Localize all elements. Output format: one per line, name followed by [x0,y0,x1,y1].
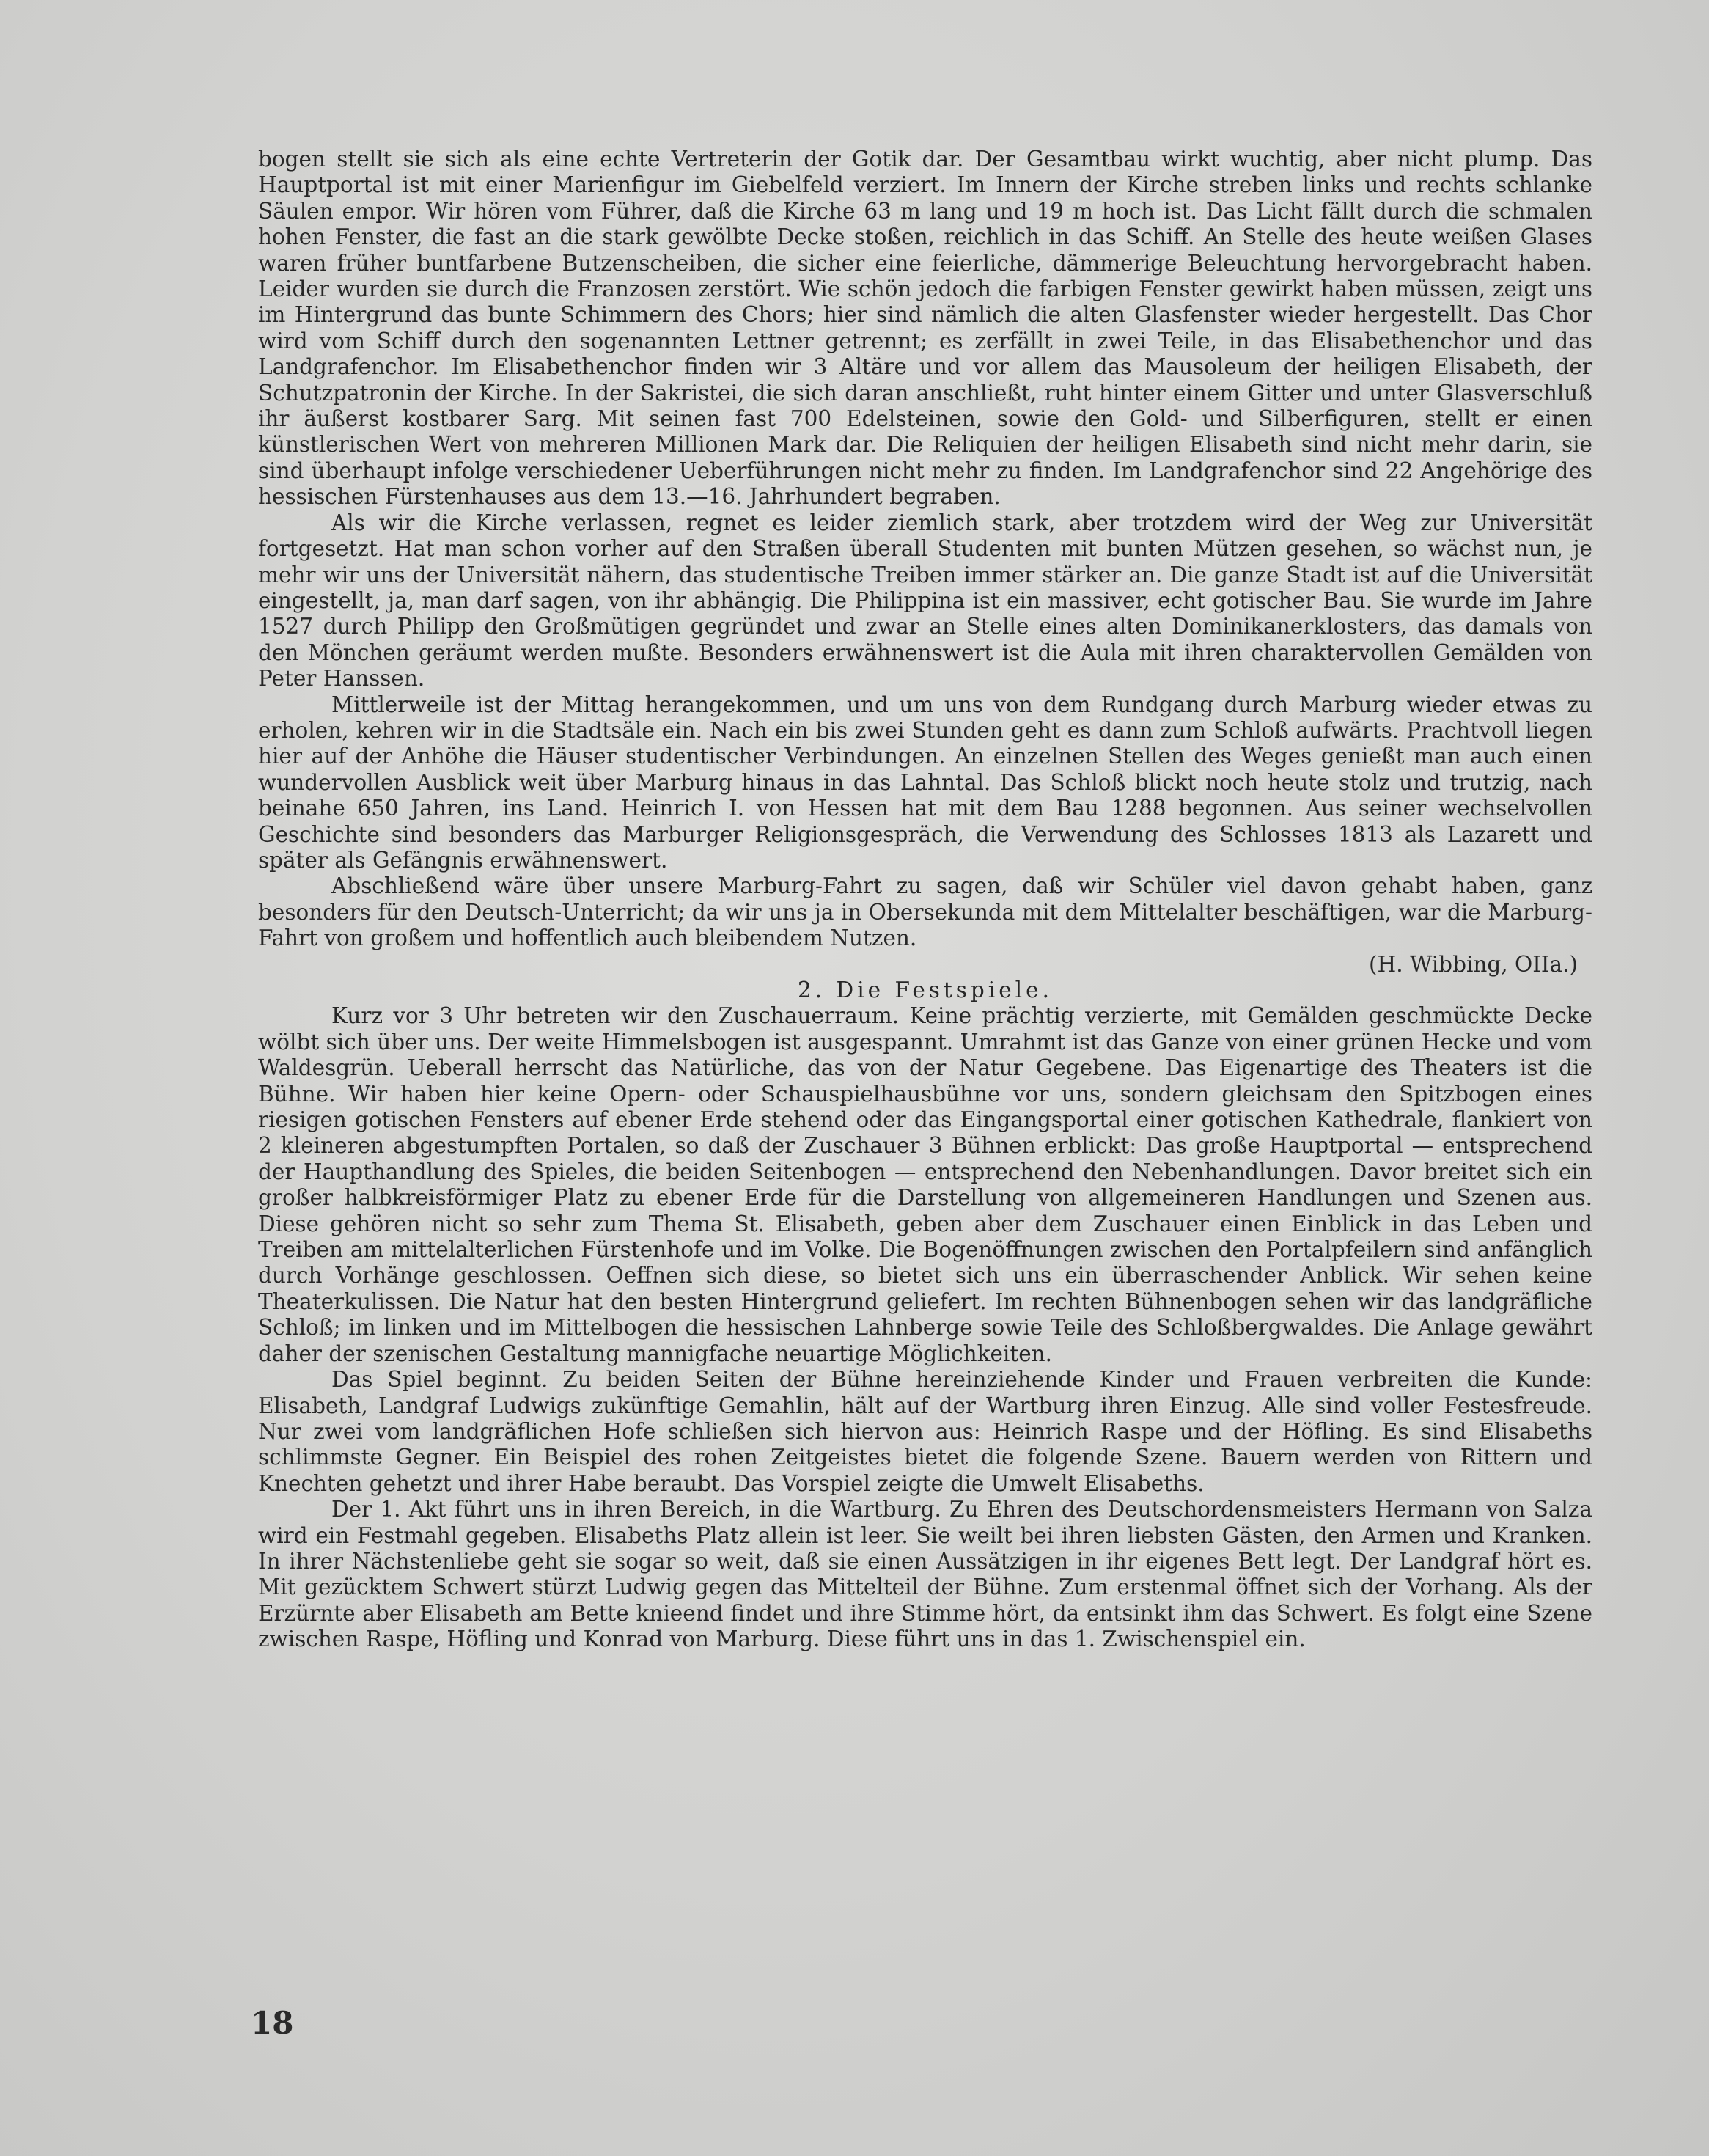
section-heading: 2. Die Festspiele. [798,978,1053,1002]
paragraph: Kurz vor 3 Uhr betreten wir den Zuschauerraum. Keine prächtig verzierte, mit Gemälden geschmückte Decke wölbt sich über uns. Der weite Himmelsbogen ist ausgespannt. Umrahmt ist das Ganze von einer grünen Hecke und vom Waldesgrün. Ueberall herrscht das Natürliche, das von der Natur Gegebene. Das Eigenartige des Theaters ist die Bühne. Wir haben hier keine Opern- oder Schauspielhausbühne vor uns, sondern gleichsam den Spitzbogen eines riesigen gotischen Fensters auf ebener Erde stehend oder das Eingangsportal einer gotischen Kathedrale, flankiert von 2 kleineren abgestumpften Portalen, so daß der Zuschauer 3 Bühnen erblickt: Das große Hauptportal — entsprechend der Haupthandlung des Spieles, die beiden Seitenbogen — entsprechend den Nebenhandlungen. Davor breitet sich ein großer halbkreisförmiger Platz zu ebener Erde für die Darstellung von allgemeineren Handlungen und Szenen aus. Diese gehören nicht so sehr zum Thema St. Elisabeth, geben aber dem Zuschauer einen Einblick in das Leben und Treiben am mittelalterlichen Fürstenhofe und im Volke. Die Bogenöffnungen zwischen den Portalpfeilern sind anfänglich durch Vorhänge geschlossen. Oeffnen sich diese, so bietet sich uns ein überraschender Anblick. Wir sehen keine Theaterkulissen. Die Natur hat den besten Hintergrund geliefert. Im rechten Bühnenbogen sehen wir das landgräfliche Schloß; im linken und im Mittelbogen die hessischen Lahnberge sowie Teile des Schloßbergwaldes. Die Anlage gewährt daher der szenischen Gestaltung mannigfache neuartige Möglichkeiten. [258,1003,1592,1366]
article-body [258,147,1592,1653]
paragraph: Abschließend wäre über unsere Marburg-Fahrt zu sagen, daß wir Schüler viel davon gehabt haben, ganz besonders für den Deutsch-Unterricht; da wir uns ja in Obersekunda mit dem Mittelalter beschäftigen, war die Marburg-Fahrt von großem und hoffentlich auch bleibendem Nutzen. [258,873,1592,951]
paragraph: Der 1. Akt führt uns in ihren Bereich, in die Wartburg. Zu Ehren des Deutschordensmeisters Hermann von Salza wird ein Festmahl gegeben. Elisabeths Platz allein ist leer. Sie weilt bei ihren liebsten Gästen, den Armen und Kranken. In ihrer Nächstenliebe geht sie sogar so weit, daß sie einen Aussätzigen in ihr eigenes Bett legt. Der Landgraf hört es. Mit gezücktem Schwert stürzt Ludwig gegen das Mittelteil der Bühne. Zum erstenmal öffnet sich der Vorhang. Als der Erzürnte aber Elisabeth am Bette knieend findet und ihre Stimme hört, da entsinkt ihm das Schwert. Es folgt eine Szene zwischen Raspe, Höfling und Konrad von Marburg. Diese führt uns in das 1. Zwischenspiel ein. [258,1497,1592,1652]
paragraph: Mittlerweile ist der Mittag herangekommen, und um uns von dem Rundgang durch Marburg wieder etwas zu erholen, kehren wir in die Stadtsäle ein. Nach ein bis zwei Stunden geht es dann zum Schloß aufwärts. Prachtvoll liegen hier auf der Anhöhe die Häuser studentischer Verbindungen. An einzelnen Stellen des Weges genießt man auch einen wundervollen Ausblick weit über Marburg hinaus in das Lahntal. Das Schloß blickt noch heute stolz und trutzig, nach beinahe 650 Jahren, ins Land. Heinrich I. von Hessen hat mit dem Bau 1288 begonnen. Aus seiner wechselvollen Geschichte sind besonders das Marburger Religionsgespräch, die Verwendung des Schlosses 1813 als Lazarett und später als Gefängnis erwähnenswert. [258,692,1592,873]
page-number: 18 [251,2005,294,2041]
paragraph: bogen stellt sie sich als eine echte Vertreterin der Gotik dar. Der Gesamtbau wirkt wuchtig, aber nicht plump. Das Hauptportal ist mit einer Marienfigur im Giebelfeld verziert. Im Innern der Kirche streben links und rechts schlanke Säulen empor. Wir hören vom Führer, daß die Kirche 63 m lang und 19 m hoch ist. Das Licht fällt durch die schmalen hohen Fenster, die fast an die stark gewölbte Decke stoßen, reichlich in das Schiff. An Stelle des heute weißen Glases waren früher buntfarbene Butzenscheiben, die sicher eine feierliche, dämmerige Beleuchtung hervorgebracht haben. Leider wurden sie durch die Franzosen zerstört. Wie schön jedoch die farbigen Fenster gewirkt haben müssen, zeigt uns im Hintergrund das bunte Schimmern des Chors; hier sind nämlich die alten Glasfenster wieder hergestellt. Das Chor wird vom Schiff durch den sogenannten Lettner getrennt; es zerfällt in zwei Teile, in das Elisabethenchor und das Landgrafenchor. Im Elisabethenchor finden wir 3 Altäre und vor allem das Mausoleum der heiligen Elisabeth, der Schutzpatronin der Kirche. In der Sakristei, die sich daran anschließt, ruht hinter einem Gitter und unter Glasverschluß ihr äußerst kostbarer Sarg. Mit seinen fast 700 Edelsteinen, sowie den Gold- und Silberfiguren, stellt er einen künstlerischen Wert von mehreren Millionen Mark dar. Die Reliquien der heiligen Elisabeth sind nicht mehr darin, sie sind überhaupt infolge verschiedener Ueberführungen nicht mehr zu finden. Im Landgrafenchor sind 22 Angehörige des hessischen Fürstenhauses aus dem 13.—16. Jahrhundert begraben. [258,147,1592,510]
author-signature: (H. Wibbing, OIIa.) [1368,951,1578,977]
paragraph: Das Spiel beginnt. Zu beiden Seiten der Bühne hereinziehende Kinder und Frauen verbreiten die Kunde: Elisabeth, Landgraf Ludwigs zukünftige Gemahlin, hält auf der Wartburg ihren Einzug. Alle sind voller Festesfreude. Nur zwei vom landgräflichen Hofe schließen sich hiervon aus: Heinrich Raspe und der Höfling. Es sind Elisabeths schlimmste Gegner. Ein Beispiel des rohen Zeitgeistes bietet die folgende Szene. Bauern werden von Rittern und Knechten gehetzt und ihrer Habe beraubt. Das Vorspiel zeigte die Umwelt Elisabeths. [258,1367,1592,1496]
paragraph: Als wir die Kirche verlassen, regnet es leider ziemlich stark, aber trotzdem wird der Weg zur Universität fortgesetzt. Hat man schon vorher auf den Straßen überall Studenten mit bunten Mützen gesehen, so wächst nun, je mehr wir uns der Universität nähern, das studentische Treiben immer stärker an. Die ganze Stadt ist auf die Universität eingestellt, ja, man darf sagen, von ihr abhängig. Die Philippina ist ein massiver, echt gotischer Bau. Sie wurde im Jahre 1527 durch Philipp den Großmütigen gegründet und zwar an Stelle eines alten Dominikanerklosters, das damals von den Mönchen geräumt werden mußte. Besonders erwähnenswert ist die Aula mit ihren charaktervollen Gemälden von Peter Hanssen. [258,510,1592,692]
